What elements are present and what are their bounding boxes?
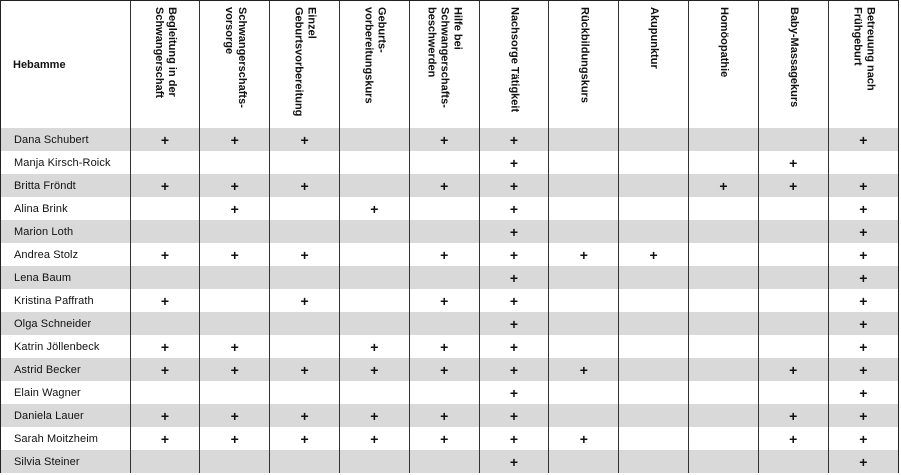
column-header-label: Hilfe bei Schwangerschafts- beschwerden	[425, 7, 464, 108]
service-cell-empty	[549, 289, 619, 312]
service-offered-mark: +	[339, 427, 409, 450]
column-header-hebamme: Hebamme	[1, 1, 130, 128]
service-cell-empty	[409, 381, 479, 404]
service-offered-mark: +	[200, 243, 270, 266]
table-row	[1, 266, 898, 289]
service-offered-mark: +	[270, 243, 340, 266]
column-header-3	[339, 1, 409, 128]
column-header-2	[270, 1, 340, 128]
service-cell-empty	[758, 197, 828, 220]
service-cell-empty	[689, 151, 759, 174]
midwife-name: Alina Brink	[14, 202, 68, 215]
service-offered-mark: +	[828, 427, 898, 450]
service-cell-empty	[130, 450, 200, 473]
service-cell-empty	[200, 450, 270, 473]
service-offered-mark: +	[479, 289, 549, 312]
service-cell-empty	[200, 266, 270, 289]
service-cell-empty	[689, 220, 759, 243]
midwife-name: Britta Fröndt	[1, 174, 130, 197]
service-offered-mark: +	[409, 128, 479, 151]
service-offered-mark: +	[270, 427, 340, 450]
service-cell-empty	[339, 220, 409, 243]
service-offered-mark: +	[339, 197, 409, 220]
service-offered-mark: +	[758, 151, 828, 174]
service-cell-empty	[339, 381, 409, 404]
service-cell-empty	[758, 243, 828, 266]
service-cell-empty	[758, 220, 828, 243]
service-cell-empty	[758, 266, 828, 289]
table-row	[1, 151, 898, 174]
table-row	[1, 335, 898, 358]
service-offered-mark: +	[479, 266, 549, 289]
table-row	[1, 197, 898, 220]
service-offered-mark: +	[479, 450, 549, 473]
midwife-name: Marion Loth	[1, 220, 130, 243]
column-header-7	[619, 1, 689, 128]
midwife-name: Katrin Jöllenbeck	[14, 340, 100, 353]
service-offered-mark: +	[479, 243, 549, 266]
midwife-name: Astrid Becker	[1, 358, 130, 381]
service-cell-empty	[409, 266, 479, 289]
service-cell-empty	[619, 312, 689, 335]
service-offered-mark: +	[409, 174, 479, 197]
service-cell-empty	[549, 174, 619, 197]
column-header-8	[689, 1, 759, 128]
service-cell-empty	[758, 450, 828, 473]
service-cell-empty	[689, 243, 759, 266]
table-body	[1, 128, 898, 473]
column-header-label: Rückbildungskurs	[578, 7, 591, 103]
service-cell-empty	[689, 128, 759, 151]
service-cell-empty	[339, 266, 409, 289]
service-cell-empty	[758, 312, 828, 335]
service-cell-empty	[689, 197, 759, 220]
service-offered-mark: +	[549, 427, 619, 450]
service-offered-mark: +	[828, 381, 898, 404]
service-cell-empty	[619, 174, 689, 197]
service-cell-empty	[130, 381, 200, 404]
service-cell-empty	[619, 335, 689, 358]
service-cell-empty	[200, 381, 270, 404]
service-cell-empty	[409, 450, 479, 473]
service-cell-empty	[549, 404, 619, 427]
service-offered-mark: +	[479, 128, 549, 151]
service-offered-mark: +	[130, 358, 200, 381]
service-offered-mark: +	[270, 358, 340, 381]
column-header-1	[200, 1, 270, 128]
service-cell-empty	[758, 289, 828, 312]
service-offered-mark: +	[339, 335, 409, 358]
service-cell-empty	[549, 381, 619, 404]
service-cell-empty	[130, 266, 200, 289]
table-row	[1, 381, 898, 404]
service-cell-empty	[339, 151, 409, 174]
service-cell-empty	[619, 404, 689, 427]
service-cell-empty	[409, 312, 479, 335]
service-offered-mark: +	[200, 128, 270, 151]
service-offered-mark: +	[130, 404, 200, 427]
service-cell-empty	[270, 197, 340, 220]
service-offered-mark: +	[828, 358, 898, 381]
service-cell-empty	[828, 151, 898, 174]
column-header-4	[409, 1, 479, 128]
service-cell-empty	[689, 427, 759, 450]
service-offered-mark: +	[758, 358, 828, 381]
service-offered-mark: +	[409, 358, 479, 381]
service-offered-mark: +	[479, 220, 549, 243]
service-offered-mark: +	[828, 335, 898, 358]
service-cell-empty	[689, 335, 759, 358]
service-cell-empty	[619, 220, 689, 243]
service-cell-empty	[339, 174, 409, 197]
table-row	[1, 174, 898, 197]
service-cell-empty	[409, 197, 479, 220]
midwife-name: Lena Baum	[1, 266, 130, 289]
midwife-name: Andrea Stolz	[14, 248, 79, 261]
service-offered-mark: +	[828, 243, 898, 266]
column-header-label: Begleitung in der Schwangerschaft	[152, 7, 178, 99]
column-header-10	[828, 1, 898, 128]
service-offered-mark: +	[479, 151, 549, 174]
service-cell-empty	[758, 335, 828, 358]
table-row	[1, 220, 898, 243]
midwife-name: Silvia Steiner	[1, 450, 130, 473]
service-cell-empty	[339, 243, 409, 266]
service-cell-empty	[409, 151, 479, 174]
service-offered-mark: +	[479, 358, 549, 381]
service-cell-empty	[270, 381, 340, 404]
service-cell-empty	[270, 312, 340, 335]
service-offered-mark: +	[130, 174, 200, 197]
column-header-9	[758, 1, 828, 128]
column-header-6	[549, 1, 619, 128]
service-cell-empty	[619, 128, 689, 151]
service-cell-empty	[549, 197, 619, 220]
service-cell-empty	[689, 312, 759, 335]
column-header-label: Einzel Geburtsvorbereitung	[292, 7, 318, 117]
service-cell-empty	[339, 312, 409, 335]
header-row	[1, 1, 898, 128]
column-header-label: Akupunktur	[648, 7, 661, 69]
service-offered-mark: +	[479, 381, 549, 404]
service-offered-mark: +	[828, 289, 898, 312]
service-cell-empty	[339, 450, 409, 473]
table-row	[1, 289, 898, 312]
service-offered-mark: +	[549, 358, 619, 381]
service-cell-empty	[549, 128, 619, 151]
service-offered-mark: +	[130, 335, 200, 358]
service-offered-mark: +	[130, 243, 200, 266]
service-cell-empty	[619, 450, 689, 473]
service-cell-empty	[130, 220, 200, 243]
service-offered-mark: +	[270, 174, 340, 197]
column-header-label: Geburts- vorbereitungskurs	[362, 7, 388, 104]
service-cell-empty	[339, 128, 409, 151]
table-row	[1, 404, 898, 427]
service-offered-mark: +	[479, 427, 549, 450]
column-header-label: Betreuung nach Frühgeburt	[851, 7, 877, 91]
service-cell-empty	[758, 128, 828, 151]
service-offered-mark: +	[828, 174, 898, 197]
service-cell-empty	[549, 450, 619, 473]
service-offered-mark: +	[409, 335, 479, 358]
service-offered-mark: +	[828, 128, 898, 151]
service-cell-empty	[689, 381, 759, 404]
service-offered-mark: +	[409, 289, 479, 312]
service-cell-empty	[619, 427, 689, 450]
service-cell-empty	[200, 151, 270, 174]
table-row	[1, 450, 898, 473]
service-offered-mark: +	[828, 220, 898, 243]
column-header-label: Schwangerschafts- vorsorge	[222, 7, 248, 108]
service-offered-mark: +	[758, 427, 828, 450]
service-offered-mark: +	[200, 197, 270, 220]
midwife-services-table	[1, 1, 898, 473]
service-cell-empty	[130, 197, 200, 220]
service-offered-mark: +	[270, 289, 340, 312]
service-cell-empty	[619, 266, 689, 289]
service-cell-empty	[689, 358, 759, 381]
table-row	[1, 128, 898, 151]
service-cell-empty	[270, 220, 340, 243]
service-offered-mark: +	[409, 427, 479, 450]
service-cell-empty	[339, 289, 409, 312]
service-cell-empty	[689, 450, 759, 473]
table-row	[1, 243, 898, 266]
service-cell-empty	[619, 381, 689, 404]
column-header-label: Baby-Massagekurs	[787, 7, 800, 108]
service-offered-mark: +	[270, 128, 340, 151]
service-cell-empty	[549, 266, 619, 289]
midwife-name: Manja Kirsch-Roick	[14, 156, 111, 169]
service-offered-mark: +	[828, 450, 898, 473]
service-offered-mark: +	[339, 404, 409, 427]
service-cell-empty	[549, 335, 619, 358]
service-cell-empty	[689, 404, 759, 427]
service-offered-mark: +	[409, 243, 479, 266]
service-offered-mark: +	[409, 404, 479, 427]
midwife-name: Elain Wagner	[14, 386, 81, 399]
column-header-5	[479, 1, 549, 128]
service-offered-mark: +	[828, 197, 898, 220]
service-cell-empty	[549, 151, 619, 174]
service-offered-mark: +	[200, 427, 270, 450]
service-offered-mark: +	[479, 312, 549, 335]
column-header-0	[130, 1, 200, 128]
service-offered-mark: +	[758, 404, 828, 427]
table-row	[1, 427, 898, 450]
service-offered-mark: +	[479, 335, 549, 358]
service-cell-empty	[619, 197, 689, 220]
service-offered-mark: +	[689, 174, 759, 197]
service-offered-mark: +	[200, 404, 270, 427]
service-cell-empty	[270, 151, 340, 174]
service-offered-mark: +	[130, 427, 200, 450]
service-offered-mark: +	[758, 174, 828, 197]
service-offered-mark: +	[828, 266, 898, 289]
service-cell-empty	[689, 289, 759, 312]
service-offered-mark: +	[479, 197, 549, 220]
service-cell-empty	[270, 335, 340, 358]
service-cell-empty	[619, 151, 689, 174]
service-cell-empty	[200, 289, 270, 312]
service-offered-mark: +	[270, 404, 340, 427]
service-cell-empty	[549, 312, 619, 335]
service-offered-mark: +	[479, 174, 549, 197]
service-offered-mark: +	[479, 404, 549, 427]
service-cell-empty	[409, 220, 479, 243]
service-offered-mark: +	[828, 404, 898, 427]
service-offered-mark: +	[339, 358, 409, 381]
service-offered-mark: +	[828, 312, 898, 335]
service-offered-mark: +	[200, 358, 270, 381]
service-cell-empty	[130, 151, 200, 174]
service-offered-mark: +	[549, 243, 619, 266]
midwife-name: Kristina Paffrath	[14, 294, 94, 307]
service-cell-empty	[549, 220, 619, 243]
service-cell-empty	[758, 381, 828, 404]
table-row	[1, 312, 898, 335]
column-header-label: Homöopathie	[717, 7, 730, 78]
midwife-name: Sarah Moitzheim	[14, 432, 99, 445]
service-cell-empty	[270, 266, 340, 289]
midwife-name: Dana Schubert	[1, 128, 130, 151]
service-cell-empty	[270, 450, 340, 473]
service-cell-empty	[200, 220, 270, 243]
table-row	[1, 358, 898, 381]
column-header-label: Nachsorge Tätigkeit	[508, 7, 521, 113]
service-cell-empty	[619, 289, 689, 312]
service-cell-empty	[619, 358, 689, 381]
service-cell-empty	[689, 266, 759, 289]
service-offered-mark: +	[130, 289, 200, 312]
service-offered-mark: +	[130, 128, 200, 151]
service-cell-empty	[200, 312, 270, 335]
midwife-name: Daniela Lauer	[1, 404, 130, 427]
service-cell-empty	[130, 312, 200, 335]
midwife-name: Olga Schneider	[1, 312, 130, 335]
service-offered-mark: +	[200, 335, 270, 358]
service-offered-mark: +	[200, 174, 270, 197]
service-offered-mark: +	[619, 243, 689, 266]
